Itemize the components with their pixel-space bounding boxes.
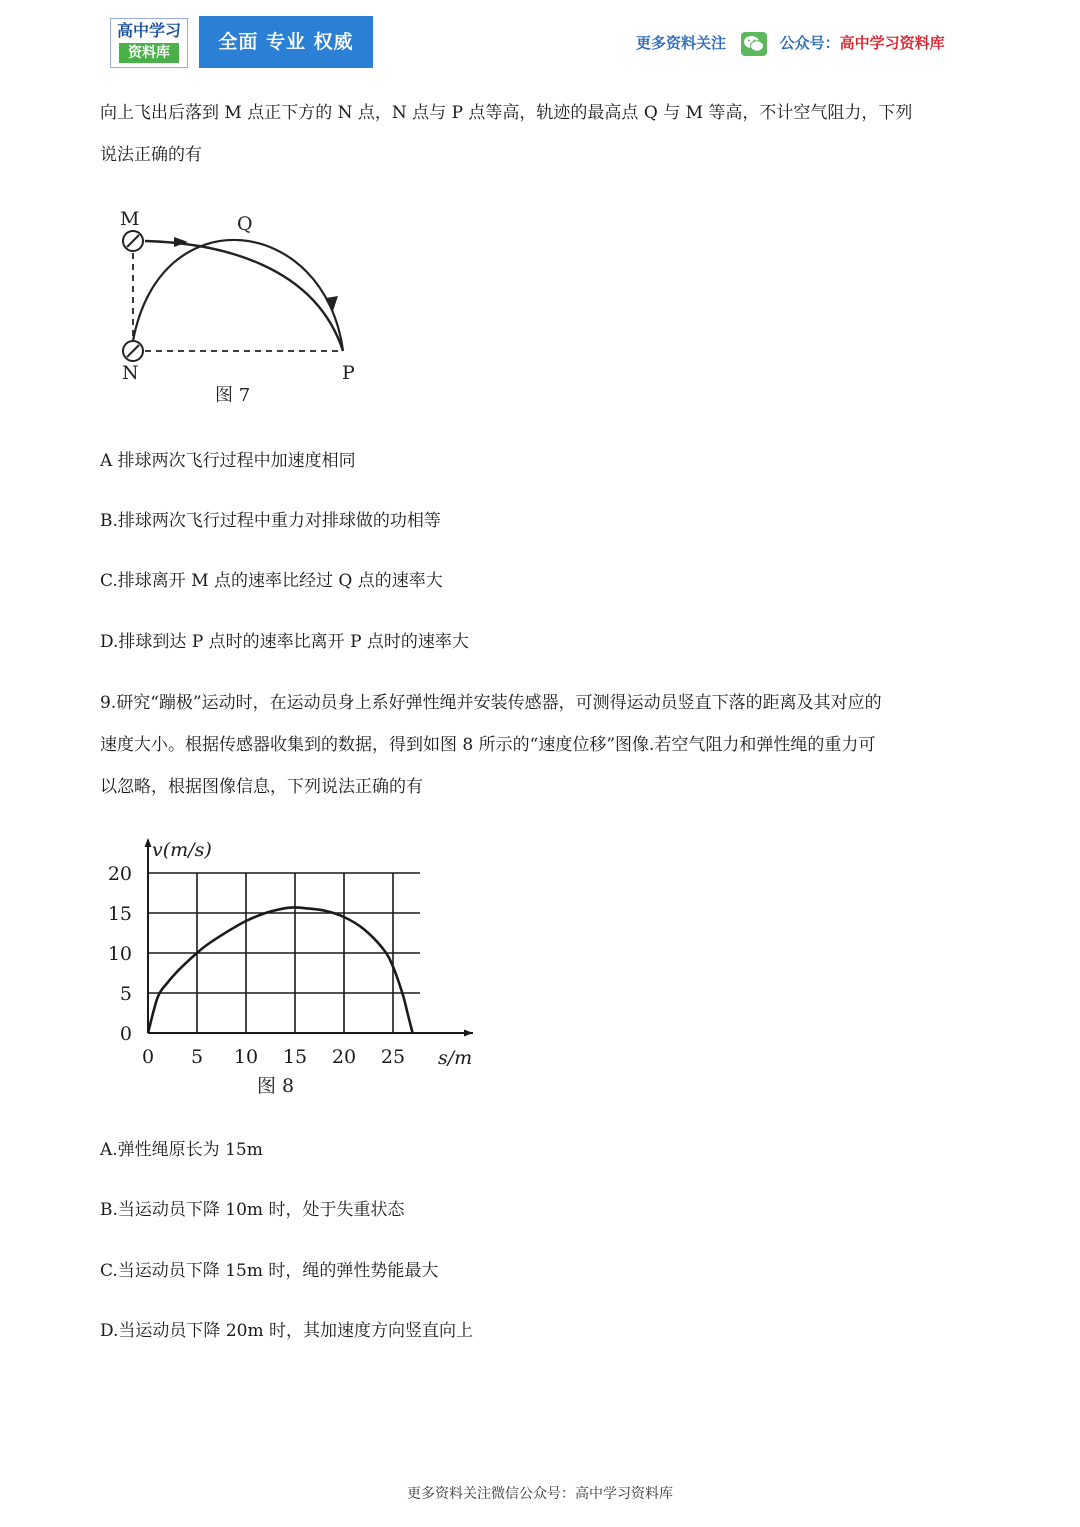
chart-x-tick-label: 15 (282, 1046, 308, 1068)
chart-y-tick-label: 20 (107, 863, 132, 885)
chart-velocity-curve (148, 907, 413, 1033)
gzh-name: 高中学习资料库 (839, 34, 945, 52)
q8-stem-line2: 说法正确的有 (100, 145, 202, 165)
wechat-icon (741, 32, 767, 56)
gzh-label: 公众号： (779, 34, 840, 52)
chart-x-tick-label: 25 (380, 1046, 406, 1068)
chart-y-tick-label: 15 (107, 903, 132, 925)
chart-x-axis-label: s/m (438, 1047, 473, 1069)
chart-y-tick-label: 5 (119, 983, 132, 1005)
chart-grid (148, 873, 420, 1033)
logo (110, 18, 188, 68)
chart-axes (145, 838, 474, 1037)
q9-option-d: D.当运动员下降 20m 时，其加速度方向竖直向上 (100, 1321, 473, 1341)
label-p: P (342, 362, 355, 384)
chart-x-tick-label: 10 (233, 1046, 259, 1068)
figure-7-caption: 图 7 (215, 385, 251, 406)
ball-n (123, 341, 143, 361)
chart-y-axis-arrow (145, 838, 152, 847)
arrow-m-to-p (174, 237, 188, 247)
figure-8-caption: 图 8 (257, 1075, 295, 1097)
chart-y-tick-label: 0 (119, 1023, 132, 1045)
q8-option-d: D.排球到达 P 点时的速率比离开 P 点时的速率大 (100, 632, 469, 652)
q8-option-a: A 排球两次飞行过程中加速度相同 (100, 451, 356, 471)
chart-tick-labels (108, 863, 405, 1068)
figure-8-velocity-displacement-chart (95, 830, 495, 1105)
chart-x-tick-label: 20 (331, 1046, 357, 1068)
chart-x-tick-label: 0 (141, 1046, 155, 1068)
figure-7-trajectory (100, 195, 400, 410)
chart-x-axis-arrow (464, 1030, 473, 1037)
label-q: Q (237, 213, 253, 235)
label-m: M (120, 208, 140, 230)
page-footer: 更多资料关注微信公众号：高中学习资料库 (407, 1486, 673, 1502)
q9-stem-line3: 以忽略，根据图像信息，下列说法正确的有 (100, 777, 423, 797)
chart-x-tick-label: 5 (190, 1046, 204, 1068)
q8-stem-line1: 向上飞出后落到 M 点正下方的 N 点，N 点与 P 点等高，轨迹的最高点 Q 与 M 等高，不计空气阻力，下列 (100, 103, 913, 123)
q9-stem-line2: 速度大小。根据传感器收集到的数据，得到如图 8 所示的“速度位移”图像.若空气阻力和弹性绳的重力可 (100, 735, 876, 755)
q9-option-b: B.当运动员下降 10m 时，处于失重状态 (100, 1200, 405, 1220)
page-header (0, 0, 1080, 80)
q8-option-c: C.排球离开 M 点的速率比经过 Q 点的速率大 (100, 571, 443, 591)
q9-stem-line1: 9.研究“蹦极”运动时，在运动员身上系好弹性绳并安装传感器，可测得运动员竖直下落的距离及其对应的 (100, 693, 882, 713)
logo-top-text: 高中学习 (116, 21, 181, 40)
more-info-text: 更多资料关注 (636, 34, 727, 52)
q9-option-c: C.当运动员下降 15m 时，绳的弹性势能最大 (100, 1261, 439, 1281)
logo-bottom-text: 资料库 (119, 43, 179, 63)
ball-m (123, 231, 143, 251)
arrow-p-to-q (326, 296, 338, 311)
header-follow-info (636, 30, 945, 56)
label-n: N (122, 362, 139, 384)
chart-y-tick-label: 10 (107, 943, 132, 965)
slogan-banner: 全面 专业 权威 (199, 16, 373, 68)
trajectory-m-to-p (145, 241, 343, 351)
chart-y-axis-label: v(m/s) (152, 839, 212, 861)
q9-option-a: A.弹性绳原长为 15m (100, 1140, 263, 1160)
q8-option-b: B.排球两次飞行过程中重力对排球做的功相等 (100, 511, 441, 531)
